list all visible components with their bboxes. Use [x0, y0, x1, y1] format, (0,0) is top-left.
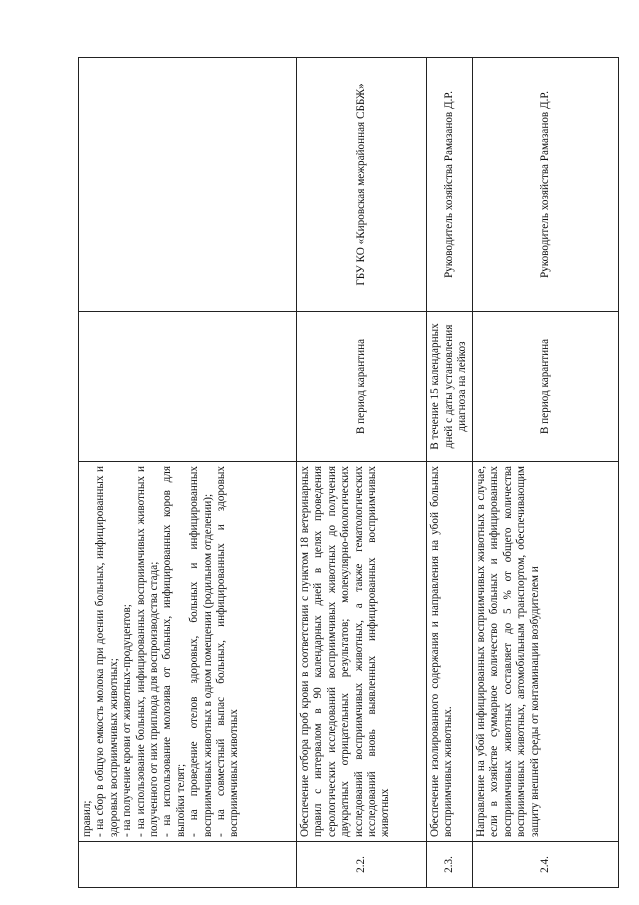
term-cell: В период карантина	[473, 312, 619, 462]
table-row	[79, 58, 297, 888]
action-cell	[79, 462, 297, 842]
responsible-cell: Руководитель хозяйства Рамазанов Д.Р.	[427, 58, 473, 312]
action-cell	[427, 462, 473, 842]
action-line: - на сбор в общую емкость молока при доении больных, инфицированных и здоровых восприимчивых животных;	[94, 466, 120, 837]
rotated-table-container	[78, 58, 618, 888]
action-line: - на совместный выпас больных, инфицированных и здоровых восприимчивых животных	[215, 466, 241, 837]
responsible-cell: Руководитель хозяйства Рамазанов Д.Р.	[473, 58, 619, 312]
action-cell	[297, 462, 427, 842]
term-cell	[79, 312, 297, 462]
row-number: 2.3.	[427, 842, 473, 888]
measures-table	[78, 57, 619, 888]
action-line: - на проведение отелов здоровых, больных и инфицированных восприимчивых животных в одном помещении (родильном отделении);	[188, 466, 214, 837]
row-number	[79, 842, 297, 888]
action-cell	[473, 462, 619, 842]
row-number: 2.2.	[297, 842, 427, 888]
action-line: Направление на убой инфицированных восприимчивых животных в случае, если в хозяйстве суммарное количество больных и инфицированных восприимчивых животных составляет до 5 % от общего количества восприимчивых животных, автомобильным транспортом, обеспечивающим защиту внешней среды от контаминации возбудителем и	[475, 466, 541, 837]
responsible-cell	[79, 58, 297, 312]
responsible-cell: ГБУ КО «Кировская межрайонная СББЖ»	[297, 58, 427, 312]
term-cell: В течение 15 календарных дней с даты установления диагноза на лейкоз	[427, 312, 473, 462]
table-row	[297, 58, 427, 888]
action-line: - на использование молозива от больных, инфицированных коров для выпойки телят;	[161, 466, 187, 837]
table-row	[427, 58, 473, 888]
action-line: Обеспечение изолированного содержания и направления на убой больных восприимчивых животных.	[429, 466, 455, 837]
term-cell: В период карантина	[297, 312, 427, 462]
action-line: Обеспечение отбора проб крови в соответствии с пунктом 18 ветеринарных правил с интервалом в 90 календарных дней в целях проведения серологических исследований восприимчивых животных до получения двукратных отрицательных результатов; молекулярно-биологических исследований восприимчивых животных, а также гематологических исследований вновь выявленных инфицированных восприимчивых животных	[299, 466, 392, 837]
action-line: правил;	[81, 800, 93, 837]
action-line: - на получение крови от животных-продуцентов;	[121, 604, 134, 837]
row-number: 2.4.	[473, 842, 619, 888]
table-row	[473, 58, 619, 888]
action-line: - на использование больных, инфицированных восприимчивых животных и полученного от них приплода для воспроизводства стада;	[134, 466, 161, 837]
